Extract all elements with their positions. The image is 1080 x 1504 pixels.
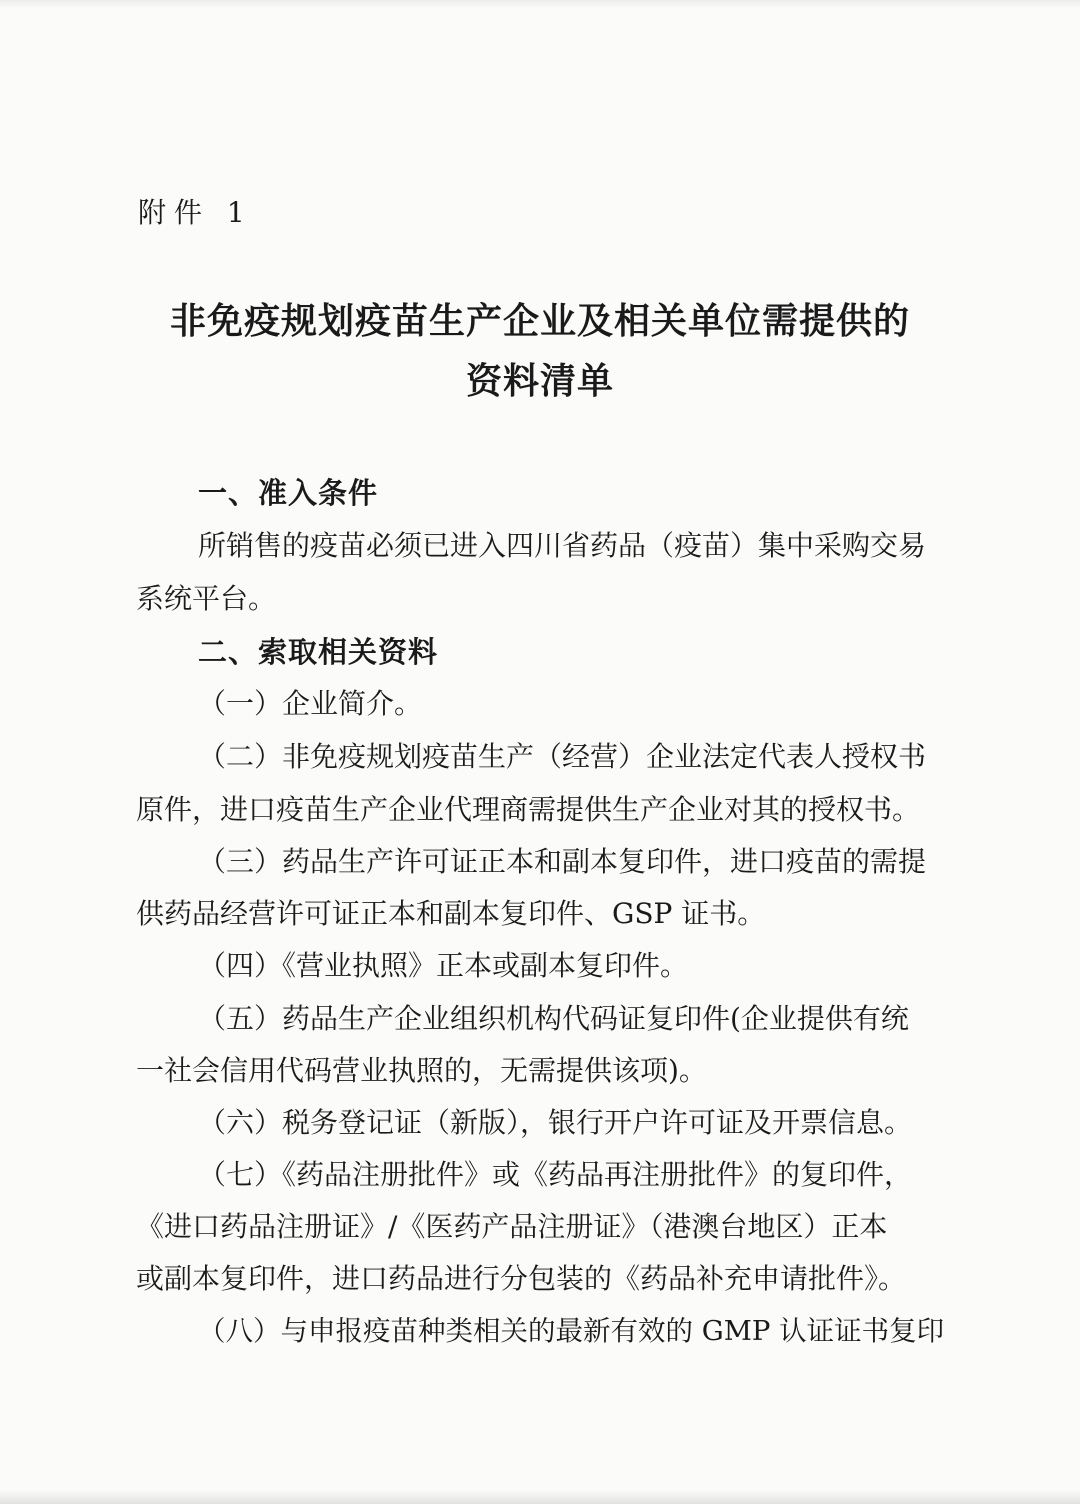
document-title-line-2: 资料清单 (465, 361, 614, 402)
scan-top-shadow (0, 0, 1080, 8)
section-2-line: （五）药品生产企业组织机构代码证复印件(企业提供有统 (198, 1002, 909, 1035)
section-2-line: 供药品经营许可证正本和副本复印件、GSP 证书。 (136, 897, 766, 930)
section-1-line: 所销售的疫苗必须已进入四川省药品（疫苗）集中采购交易 (198, 529, 927, 562)
section-2-line: 原件，进口疫苗生产企业代理商需提供生产企业对其的授权书。 (136, 793, 921, 826)
section-2-line: 《进口药品注册证》/《医药产品注册证》（港澳台地区）正本 (136, 1210, 888, 1243)
section-2-line: （一）企业简介。 (198, 687, 423, 720)
section-2-heading: 二、索取相关资料 (198, 635, 439, 669)
section-2-line: （三）药品生产许可证正本和副本复印件，进口疫苗的需提 (198, 845, 927, 878)
section-2-line: （八）与申报疫苗种类相关的最新有效的 GMP 认证证书复印 (198, 1315, 945, 1347)
section-1-line: 系统平台。 (136, 582, 277, 615)
scan-bottom-shadow (0, 1490, 1080, 1504)
document-title-line-1: 非免疫规划疫苗生产企业及相关单位需提供的 (169, 301, 910, 342)
section-2-line: （七）《药品注册批件》或《药品再注册批件》的复印件， (198, 1158, 913, 1191)
section-2-line: （四）《营业执照》正本或副本复印件。 (198, 949, 689, 982)
section-2-line: 一社会信用代码营业执照的，无需提供该项)。 (136, 1054, 707, 1087)
section-2-line: 或副本复印件，进口药品进行分包装的《药品补充申请批件》。 (136, 1262, 907, 1295)
section-2-line: （六）税务登记证（新版），银行开户许可证及开票信息。 (198, 1106, 913, 1139)
attachment-label: 附件 1 (138, 196, 253, 229)
section-1-heading: 一、准入条件 (198, 476, 379, 510)
section-2-line: （二）非免疫规划疫苗生产（经营）企业法定代表人授权书 (198, 740, 927, 773)
